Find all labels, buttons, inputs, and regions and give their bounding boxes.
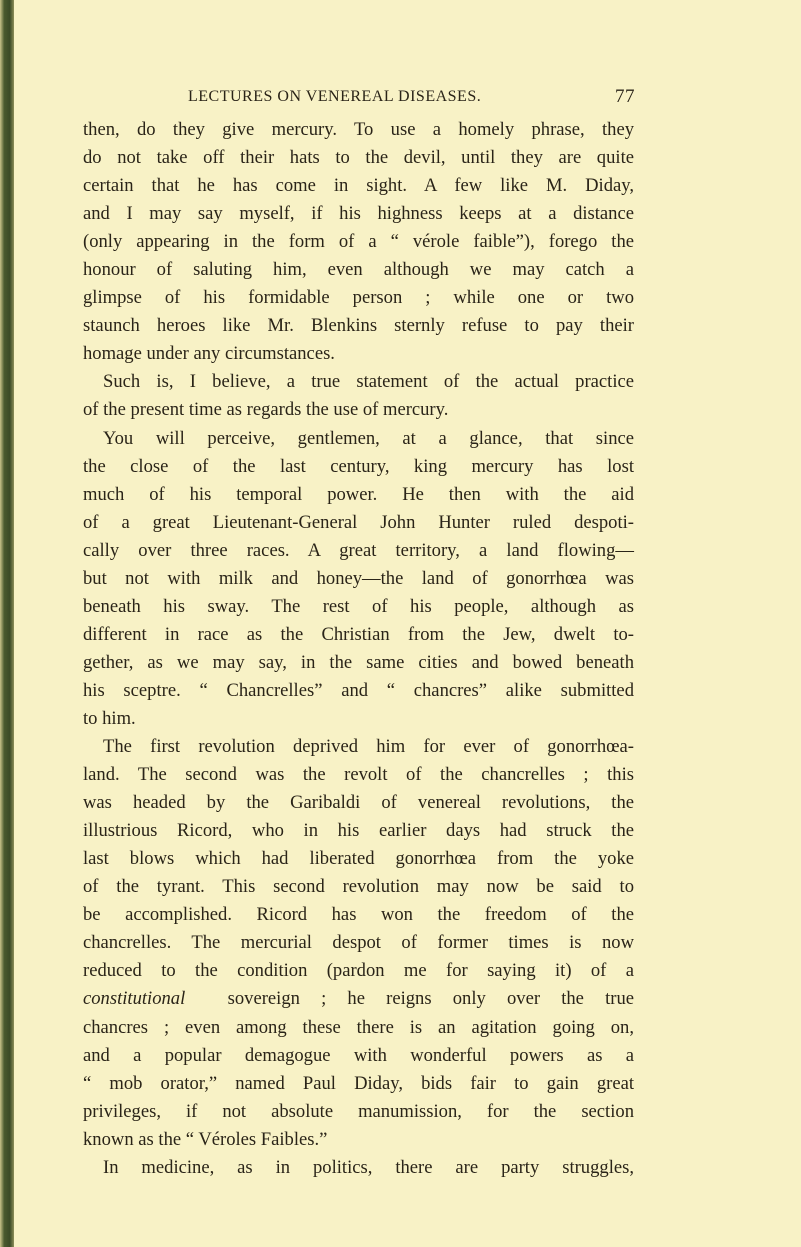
text-line: “ mob orator,” named Paul Diday, bids fair to gain great — [83, 1072, 634, 1094]
text-line: last blows which had liberated gonorrhœa from the yoke — [83, 848, 634, 870]
text-line: reduced to the condition (pardon me for saying it) of a — [83, 960, 634, 982]
text-line: then, do they give mercury. To use a homely phrase, they — [83, 119, 634, 140]
page-body — [83, 116, 634, 1182]
text-line-italic — [83, 985, 634, 1013]
text-line: beneath his sway. The rest of his people, although as — [83, 595, 634, 617]
text-line: and a popular demagogue with wonderful powers as a — [83, 1044, 634, 1066]
text-line: do not take off their hats to the devil, until they are quite — [83, 147, 634, 169]
text-line: glimpse of his formidable person ; while one or two — [83, 287, 634, 309]
text-line: but not with milk and honey—the land of gonorrhœa was — [83, 567, 634, 589]
italic-word: constitutional — [83, 988, 186, 1010]
text-line: chancrelles. The mercurial despot of former times is now — [83, 932, 634, 954]
text-line: known as the “ Véroles Faibles.” — [83, 1128, 328, 1150]
text-line: the close of the last century, king mercury has lost — [83, 455, 634, 477]
text-line: of a great Lieutenant-General John Hunter ruled despoti- — [83, 511, 634, 533]
text-line: illustrious Ricord, who in his earlier days had struck the — [83, 820, 634, 842]
text-line: You will perceive, gentlemen, at a glance, that since — [103, 427, 634, 449]
text-line: of the tyrant. This second revolution may now be said to — [83, 876, 634, 898]
text-line: chancres ; even among these there is an agitation going on, — [83, 1016, 634, 1038]
text-line: and I may say myself, if his highness keeps at a distance — [83, 203, 634, 225]
text-line: be accomplished. Ricord has won the freedom of the — [83, 904, 634, 926]
text-line: to him. — [83, 707, 136, 729]
text-line: much of his temporal power. He then with the aid — [83, 483, 634, 505]
running-title: LECTURES ON VENEREAL DISEASES. — [188, 88, 482, 105]
text-line: was headed by the Garibaldi of venereal revolutions, the — [83, 792, 634, 814]
text-line: privileges, if not absolute manumission, for the section — [83, 1100, 634, 1122]
text-line: gether, as we may say, in the same cities and bowed beneath — [83, 651, 634, 673]
text-line: honour of saluting him, even although we may catch a — [83, 259, 634, 281]
book-spine-edge — [0, 0, 14, 1247]
text-line: homage under any circumstances. — [83, 343, 335, 365]
text-fragment: sovereign ; he reigns only over the true — [227, 988, 635, 1010]
text-line: In medicine, as in politics, there are party struggles, — [103, 1156, 634, 1178]
text-line: of the present time as regards the use of mercury. — [83, 399, 449, 421]
text-line: cally over three races. A great territory, a land flowing— — [83, 539, 634, 561]
running-header — [83, 88, 635, 112]
page-number: 77 — [615, 86, 635, 107]
text-line: Such is, I believe, a true statement of the actual practice — [103, 371, 634, 393]
text-line: certain that he has come in sight. A few like M. Diday, — [83, 175, 634, 197]
text-line: his sceptre. “ Chancrelles” and “ chancres” alike submitted — [83, 679, 634, 701]
text-line: land. The second was the revolt of the chancrelles ; this — [83, 764, 634, 786]
text-line: staunch heroes like Mr. Blenkins sternly refuse to pay their — [83, 315, 634, 337]
text-line: The first revolution deprived him for ever of gonorrhœa- — [103, 736, 634, 758]
text-line: (only appearing in the form of a “ vérole faible”), forego the — [83, 231, 634, 253]
text-line: different in race as the Christian from the Jew, dwelt to- — [83, 623, 634, 645]
